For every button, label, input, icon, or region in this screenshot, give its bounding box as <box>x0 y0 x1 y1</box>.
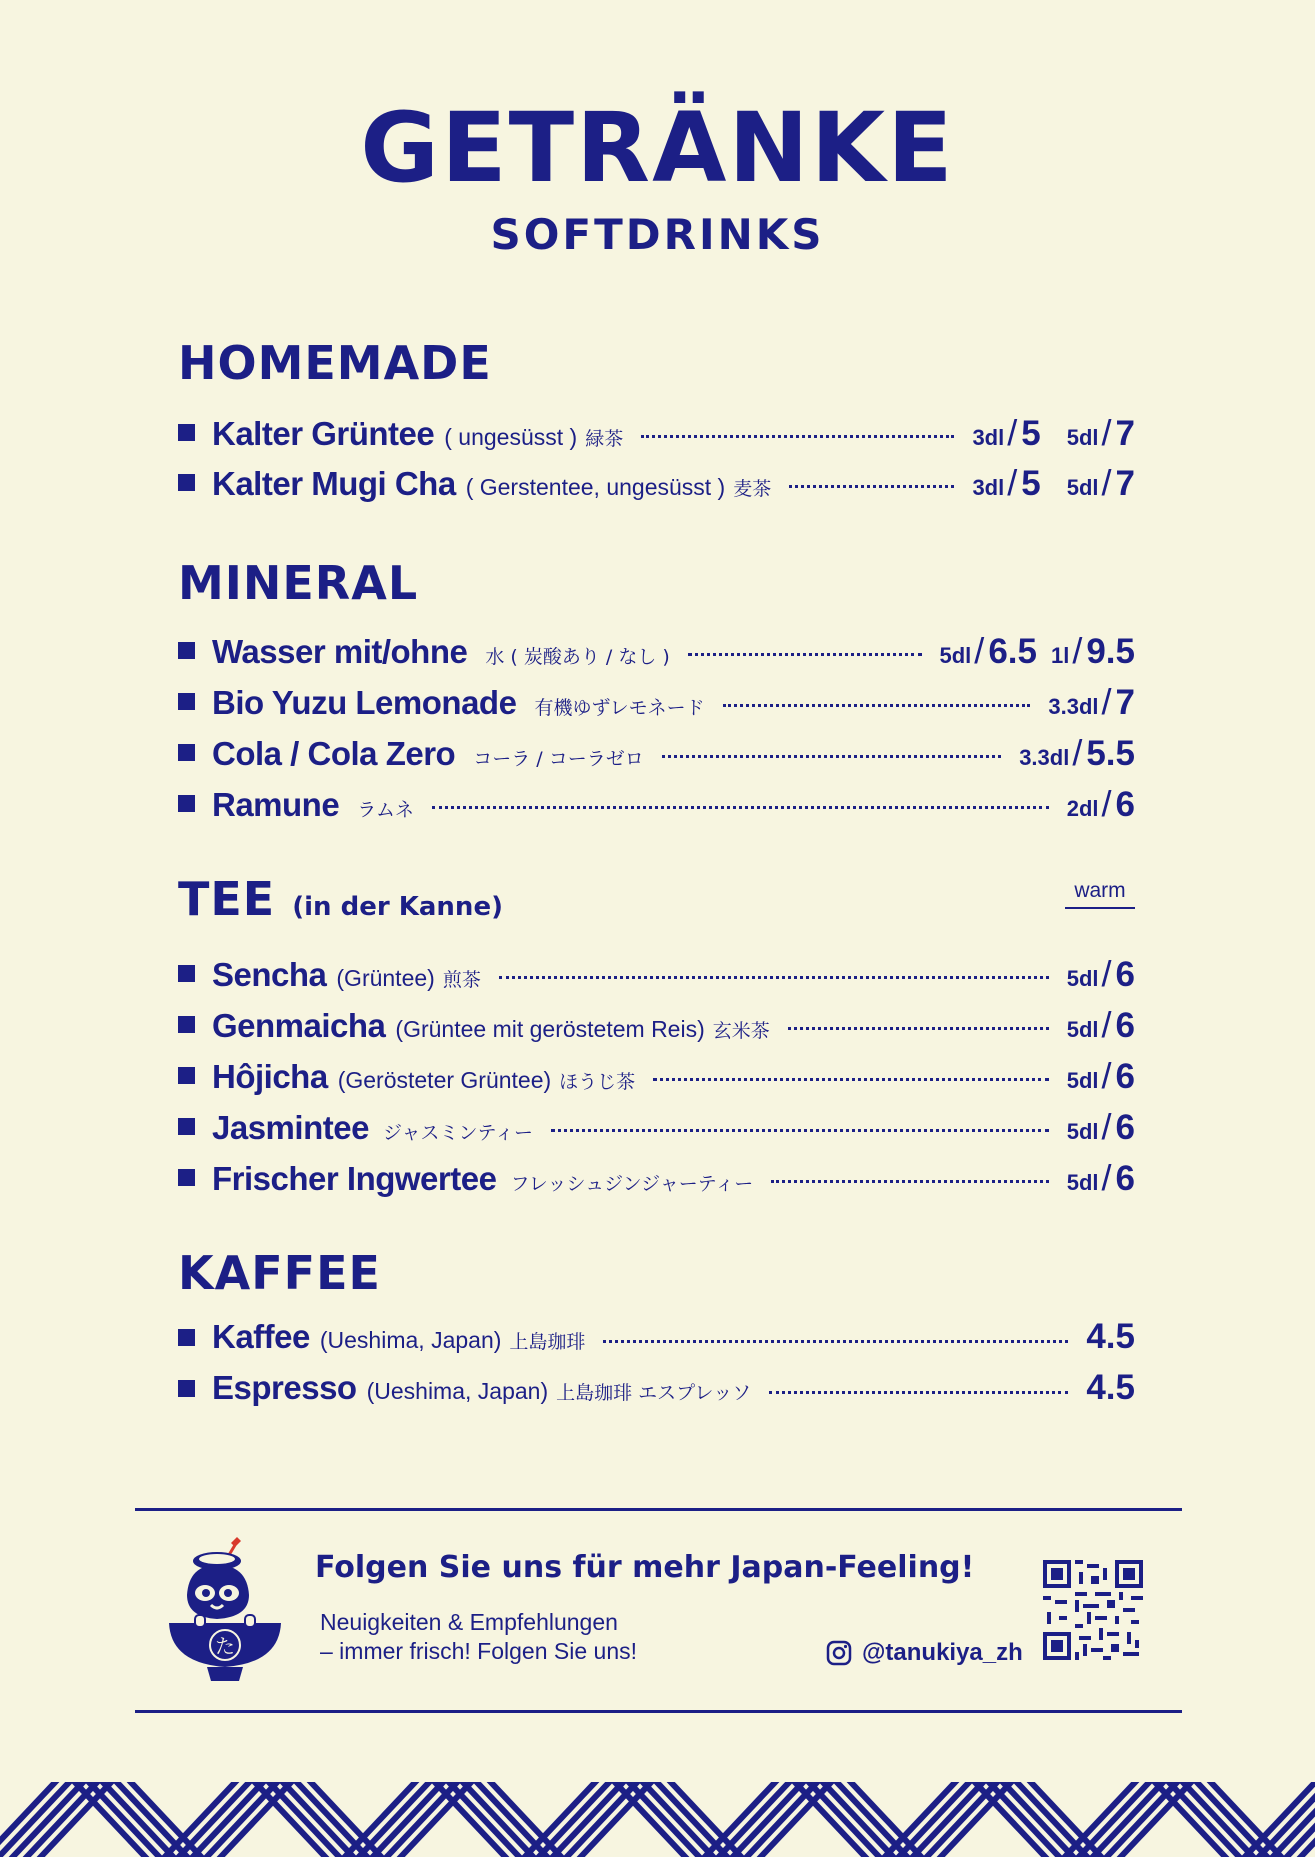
item-description: (Ueshima, Japan) <box>366 1378 549 1404</box>
item-japanese-name: フレッシュジンジャーティー <box>510 1173 754 1195</box>
item-description: ( ungesüsst ) <box>444 424 578 450</box>
item-price: 7 <box>1115 464 1135 503</box>
leader-dots <box>688 653 922 656</box>
item-japanese-name: コーラ / コーラゼロ <box>473 748 644 770</box>
leader-dots <box>723 704 1031 707</box>
bullet-icon <box>178 474 195 491</box>
item-price: 5 <box>1021 464 1041 503</box>
item-name: Cola / Cola Zero <box>212 735 456 772</box>
qr-code-icon[interactable] <box>1043 1560 1143 1660</box>
bullet-icon <box>178 965 195 982</box>
item-price: 6 <box>1115 1006 1135 1045</box>
item-price: 5.5 <box>1086 734 1135 773</box>
item-price: 5 <box>1021 414 1041 453</box>
bullet-icon <box>178 642 195 659</box>
price-group <box>1086 1368 1135 1408</box>
bullet-icon <box>178 1380 195 1397</box>
item-name: Frischer Ingwertee <box>212 1160 497 1197</box>
item-japanese-name: 麦茶 <box>733 478 772 500</box>
leader-dots <box>499 976 1049 979</box>
item-size: 5dl <box>939 643 972 668</box>
leader-dots <box>603 1340 1068 1343</box>
item-price: 7 <box>1115 683 1135 722</box>
bullet-icon <box>178 1016 195 1033</box>
instagram-handle[interactable]: @tanukiya_zh <box>862 1639 1023 1666</box>
bullet-icon <box>178 1118 195 1135</box>
price-group: 3dl / 5 5dl / 7 <box>972 412 1135 453</box>
follow-heading: Folgen Sie uns für mehr Japan-Feeling! <box>315 1550 975 1585</box>
leader-dots <box>641 435 954 438</box>
footer-top-rule <box>135 1508 1182 1511</box>
item-description: (Ueshima, Japan) <box>319 1327 502 1353</box>
item-size: 5dl <box>1066 966 1099 991</box>
bullet-icon <box>178 795 195 812</box>
menu-item <box>178 412 1135 452</box>
section-title: TEE <box>178 872 276 926</box>
item-size: 5dl <box>1066 475 1099 500</box>
menu-item <box>178 681 1135 721</box>
item-price: 4.5 <box>1086 1317 1135 1356</box>
item-name: Kalter Grüntee <box>212 415 435 452</box>
item-japanese-name: ジャスミンティー <box>382 1122 534 1144</box>
item-name: Kalter Mugi Cha <box>212 465 456 502</box>
bullet-icon <box>178 1169 195 1186</box>
item-name: Espresso <box>212 1369 357 1406</box>
item-name: Ramune <box>212 786 340 823</box>
menu-item <box>178 1004 1135 1044</box>
leader-dots <box>551 1129 1049 1132</box>
item-name: Jasmintee <box>212 1109 369 1146</box>
instagram-icon <box>826 1640 852 1666</box>
follow-text-line: Neuigkeiten & Empfehlungen <box>320 1609 618 1635</box>
item-size: 5dl <box>1066 1170 1099 1195</box>
item-size: 3dl <box>972 475 1005 500</box>
section-note: (in der Kanne) <box>292 892 503 922</box>
item-description: ( Gerstentee, ungesüsst ) <box>465 474 726 500</box>
section-heading-mineral: MINERAL <box>178 556 419 610</box>
page-subtitle: SOFTDRINKS <box>490 210 825 259</box>
item-size: 5dl <box>1066 1068 1099 1093</box>
bullet-icon <box>178 1329 195 1346</box>
leader-dots <box>788 1027 1049 1030</box>
price-group: 5dl / 6 <box>1066 1055 1135 1096</box>
section-heading-tee <box>178 872 503 926</box>
item-description: (Grüntee mit geröstetem Reis) <box>395 1016 705 1042</box>
menu-item <box>178 1055 1135 1095</box>
price-group: 5dl / 6 <box>1066 953 1135 994</box>
price-group: 3dl / 5 5dl / 7 <box>972 462 1135 503</box>
footer-bottom-rule <box>135 1710 1182 1713</box>
bullet-icon <box>178 693 195 710</box>
mascot-glyph: た <box>215 1634 235 1658</box>
menu-item <box>178 1317 1135 1357</box>
item-size: 1l <box>1050 643 1070 668</box>
item-size: 3.3dl <box>1019 745 1070 770</box>
item-size: 3dl <box>972 425 1005 450</box>
menu-item <box>178 462 1135 502</box>
section-heading-kaffee: KAFFEE <box>178 1246 381 1300</box>
item-size: 5dl <box>1066 1017 1099 1042</box>
tanuki-mascot-icon <box>165 1535 285 1685</box>
bullet-icon <box>178 424 195 441</box>
item-price: 6 <box>1115 785 1135 824</box>
item-japanese-name: 玄米茶 <box>712 1020 770 1042</box>
item-name: Sencha <box>212 956 327 993</box>
item-price: 6 <box>1115 1057 1135 1096</box>
price-group: 5dl / 6 <box>1066 1004 1135 1045</box>
woven-pattern-border <box>0 1782 1315 1857</box>
item-size: 2dl <box>1066 796 1099 821</box>
item-price: 4.5 <box>1086 1368 1135 1407</box>
leader-dots <box>432 806 1049 809</box>
item-japanese-name: 煎茶 <box>442 969 481 991</box>
menu-item <box>178 1157 1135 1197</box>
leader-dots <box>662 755 1001 758</box>
page-title: GETRÄNKE <box>360 92 955 204</box>
bullet-icon <box>178 744 195 761</box>
leader-dots <box>653 1078 1049 1081</box>
item-name: Wasser mit/ohne <box>212 633 468 670</box>
item-japanese-name: 有機ゆずレモネード <box>534 697 705 719</box>
price-group: 3.3dl / 5.5 <box>1019 732 1135 773</box>
menu-item <box>178 732 1135 772</box>
price-group: 5dl / 6 <box>1066 1157 1135 1198</box>
item-price: 6 <box>1115 1159 1135 1198</box>
item-japanese-name: 上島珈琲 <box>509 1331 586 1353</box>
follow-text-line: – immer frisch! Folgen Sie uns! <box>320 1638 638 1664</box>
item-name: Hôjicha <box>212 1058 328 1095</box>
price-group: 5dl / 6 <box>1066 1106 1135 1147</box>
menu-item <box>178 630 1135 670</box>
warm-column-label: warm <box>1065 880 1135 909</box>
item-description: (Gerösteter Grüntee) <box>337 1067 552 1093</box>
item-japanese-name: 上島珈琲 エスプレッソ <box>556 1382 752 1404</box>
price-group: 3.3dl / 7 <box>1048 681 1135 722</box>
menu-item <box>178 1106 1135 1146</box>
leader-dots <box>769 1391 1068 1394</box>
item-name: Genmaicha <box>212 1007 386 1044</box>
menu-item <box>178 1368 1135 1408</box>
item-size: 5dl <box>1066 425 1099 450</box>
menu-item <box>178 953 1135 993</box>
price-group <box>1086 1317 1135 1357</box>
section-heading-homemade: HOMEMADE <box>178 336 492 390</box>
item-description: (Grüntee) <box>336 965 435 991</box>
item-japanese-name: ラムネ <box>357 799 415 821</box>
bullet-icon <box>178 1067 195 1084</box>
item-japanese-name: 緑茶 <box>585 428 624 450</box>
price-group: 5dl / 6.5 1l / 9.5 <box>939 630 1135 671</box>
item-name: Bio Yuzu Lemonade <box>212 684 517 721</box>
follow-text <box>320 1608 637 1666</box>
item-price: 9.5 <box>1086 632 1135 671</box>
instagram-link[interactable] <box>826 1636 1023 1670</box>
price-group: 2dl / 6 <box>1066 783 1135 824</box>
leader-dots <box>789 485 954 488</box>
item-price: 6 <box>1115 955 1135 994</box>
item-price: 7 <box>1115 414 1135 453</box>
item-price: 6.5 <box>988 632 1037 671</box>
item-size: 5dl <box>1066 1119 1099 1144</box>
item-japanese-name: ほうじ茶 <box>559 1071 636 1093</box>
item-price: 6 <box>1115 1108 1135 1147</box>
leader-dots <box>771 1180 1048 1183</box>
item-japanese-name: 水 ( 炭酸あり / なし ) <box>485 646 670 668</box>
menu-item <box>178 783 1135 823</box>
item-name: Kaffee <box>212 1318 310 1355</box>
item-size: 3.3dl <box>1048 694 1099 719</box>
